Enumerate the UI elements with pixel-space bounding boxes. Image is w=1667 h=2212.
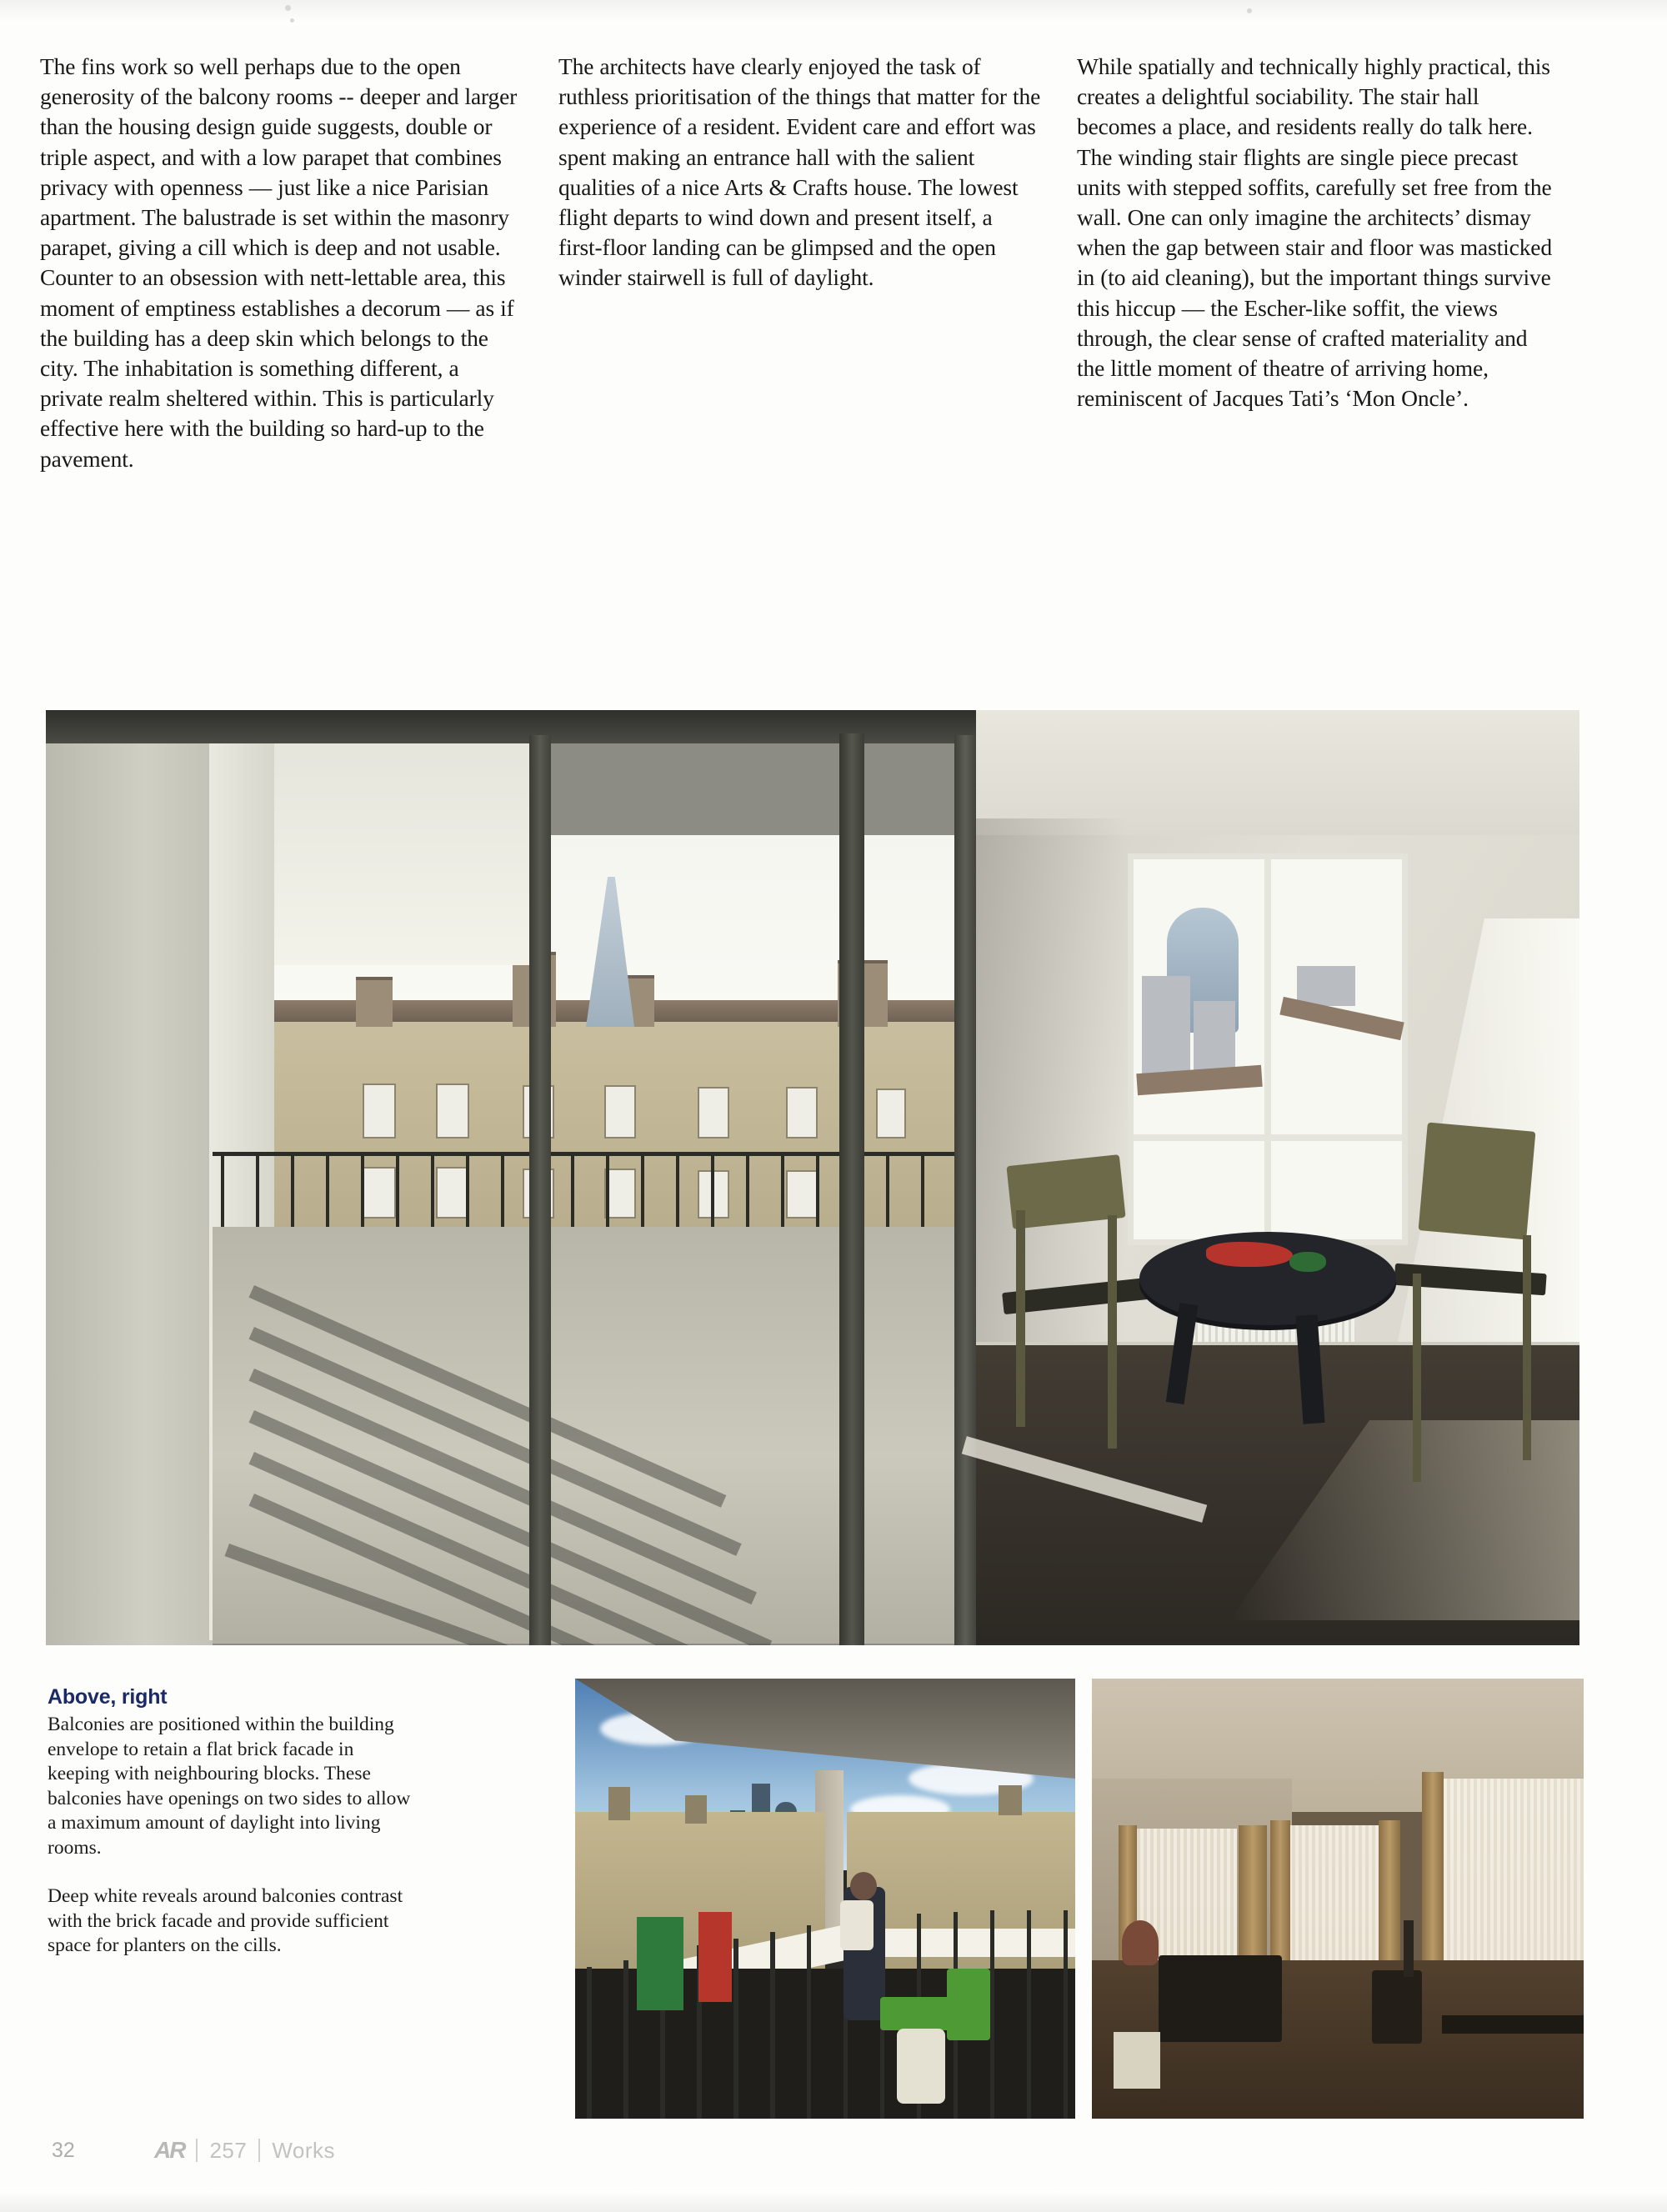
caption-heading: Above, right	[48, 1685, 168, 1709]
issue-number: 257	[209, 2137, 248, 2163]
text-column-1	[40, 52, 523, 474]
railing-post	[770, 1932, 775, 2119]
sliding-door-mullion	[954, 735, 976, 1645]
chimney-stack	[356, 977, 393, 1027]
scan-edge-top	[0, 0, 1667, 25]
terrace-window	[436, 1083, 469, 1139]
window-mullion	[1264, 859, 1271, 1239]
flower-arrangement	[1122, 1920, 1159, 1965]
chimney-stack	[608, 1787, 630, 1820]
page-number: 32	[52, 2139, 75, 2162]
green-bicycle	[880, 1997, 955, 2030]
railing-post	[623, 1960, 628, 2119]
terrace-window	[698, 1087, 729, 1139]
radiator	[1114, 2032, 1160, 2089]
terrace-window	[786, 1087, 818, 1139]
page-footer	[0, 2135, 1667, 2169]
terrace-window	[363, 1083, 396, 1139]
green-object-on-table	[1289, 1252, 1326, 1272]
railing-post	[807, 1925, 811, 2119]
low-shelf	[1442, 2015, 1584, 2034]
scan-edge-bottom	[0, 2190, 1667, 2212]
text-column-2	[558, 52, 1042, 474]
red-object-on-table	[1206, 1242, 1293, 1267]
side-table	[1372, 1970, 1422, 2044]
railing-post	[733, 1939, 738, 2119]
chimney-stack	[999, 1785, 1022, 1815]
bottom-left-photograph	[575, 1679, 1075, 2119]
bottom-right-photograph	[1092, 1679, 1584, 2119]
text-column-3	[1077, 52, 1560, 474]
column-3-paragraph: While spatially and technically highly practical, this creates a delightful sociability. The stair hall becomes a place, and residents really do talk here. The winding stair flights are single piece precast units with stepped soffits, carefully set free from the wall. One can only imagine the architects’ dismay when the gap between stair and floor was masticked in (to aid cleaning), but the important things survive this hiccup — the Escher-like soffit, the views through, the clear sense of crafted materiality and the little moment of theatre of arriving home, reminiscent of Jacques Tati’s ‘Mon Oncle’.	[1077, 53, 1552, 412]
railing-post	[587, 1967, 592, 2119]
child-figure	[897, 2029, 945, 2104]
terrace-window	[876, 1088, 906, 1139]
column-1-paragraph: The fins work so well perhaps due to the open generosity of the balcony rooms -- deeper and larger than the housing design guide suggests, double or triple aspect, and with a low parapet that combines privacy with openness — just like a nice Parisian apartment. The balustrade is set within the masonry parapet, giving a cill which is deep and not usable. Counter to an obsession with nett-lettable area, this moment of emptiness establishes a decorum — as if the building has a deep skin which belongs to the city. The inhabitation is something different, a private realm sheltered within. This is particularly effective here with the building so hard-up to the pavement.	[40, 53, 518, 472]
publication-logo: AR	[154, 2137, 185, 2163]
main-photograph	[46, 710, 1579, 1645]
railing-post	[1064, 1910, 1068, 2119]
chair-leg	[1523, 1235, 1531, 1460]
running-head	[154, 2137, 335, 2164]
window-transom	[1134, 1134, 1402, 1141]
interior-window	[1128, 853, 1408, 1245]
city-building	[1142, 976, 1190, 1084]
scan-speck	[290, 18, 294, 23]
figure-caption	[48, 1685, 414, 1959]
article-body	[40, 52, 1607, 474]
prouve-chair-right	[1393, 1127, 1551, 1444]
lamp	[1404, 1920, 1414, 1977]
terrace-window	[604, 1085, 636, 1139]
dark-sofa	[1159, 1955, 1282, 2042]
prouve-chair-left	[1003, 1160, 1153, 1460]
person-head	[850, 1872, 877, 1900]
person-shirt	[840, 1900, 874, 1950]
chair-leg	[1108, 1215, 1117, 1449]
scan-speck	[285, 5, 291, 11]
interior-ceiling	[976, 710, 1579, 835]
green-bicycle	[947, 1969, 990, 2040]
chair-leg	[1413, 1274, 1421, 1482]
section-name: Works	[272, 2137, 336, 2163]
chimney-stack	[685, 1795, 707, 1824]
city-building	[1297, 966, 1355, 1006]
divider-rule	[258, 2139, 260, 2162]
column-2-paragraph: The architects have clearly enjoyed the task of ruthless prioritisation of the things that matter for the experience of a resident. Evident care and effort was spent making an entrance hall with the salient qualities of a nice Arts & Crafts house. The lowest flight departs to wind down and present itself, a first-floor landing can be glimpsed and the open winder stairwell is full of daylight.	[558, 53, 1041, 291]
caption-paragraph-1: Balconies are positioned within the building envelope to retain a flat brick facade in keeping with neighbouring blocks. These balconies have openings on two sides to allow a maximum amount of daylight into living rooms.	[48, 1714, 411, 1859]
railing-post	[990, 1910, 994, 2119]
hanging-cloth-green	[637, 1917, 683, 2010]
railing-post	[1027, 1910, 1031, 2119]
balcony-left-wall	[46, 710, 213, 1645]
chair-backrest	[1419, 1123, 1536, 1240]
divider-rule	[196, 2139, 198, 2162]
chair-leg	[1016, 1210, 1025, 1427]
caption-paragraph-2: Deep white reveals around balconies contrast with the brick facade and provide sufficient space for planters on the cills.	[48, 1885, 403, 1956]
sliding-door-frame-centre	[839, 733, 864, 1645]
hanging-cloth-red	[698, 1912, 732, 2002]
living-room-interior	[976, 710, 1579, 1645]
sliding-door-frame-left	[529, 735, 551, 1645]
scan-speck	[1247, 8, 1252, 13]
